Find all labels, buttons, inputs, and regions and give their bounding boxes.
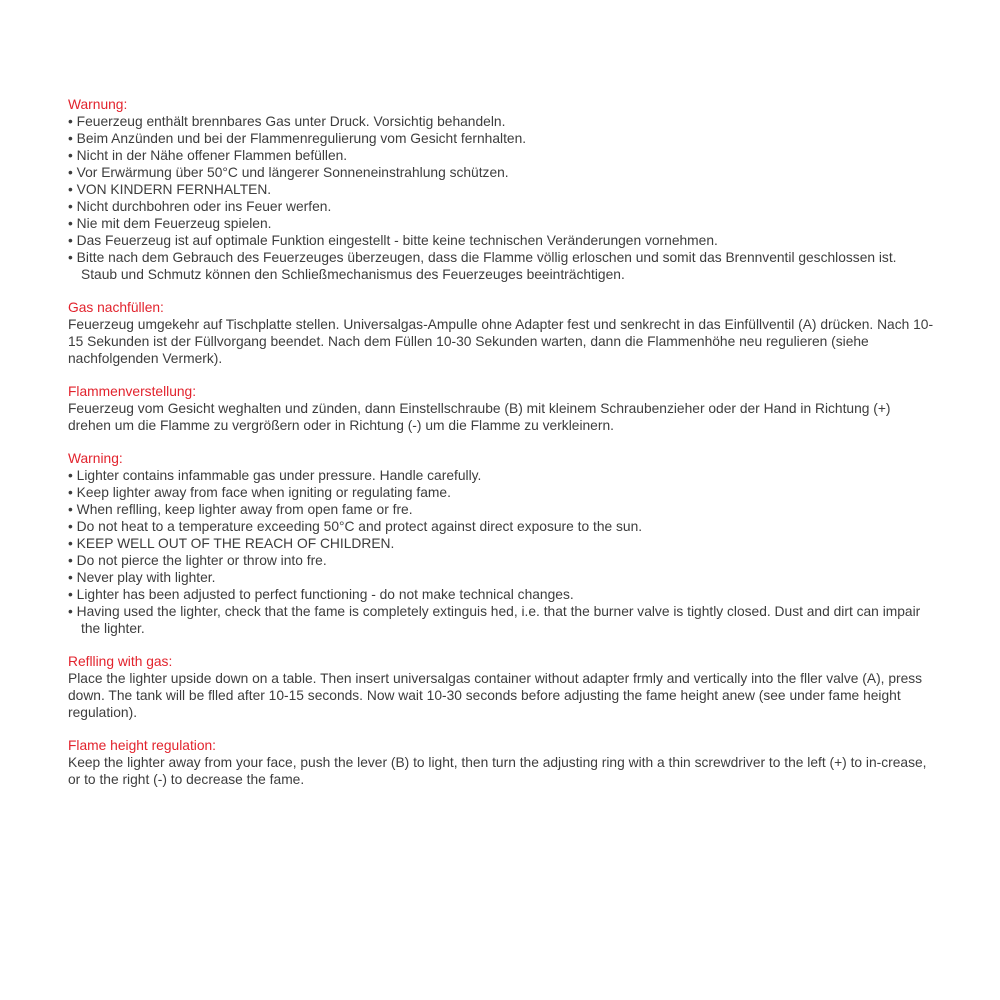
list-item: • Nie mit dem Feuerzeug spielen. (68, 215, 936, 232)
section-heading-flammenverstellung: Flammenverstellung: (68, 384, 197, 399)
section-flammenverstellung (68, 383, 936, 434)
list-item: • Beim Anzünden und bei der Flammenregulierung vom Gesicht fernhalten. (68, 130, 936, 147)
list-item: • KEEP WELL OUT OF THE REACH OF CHILDREN. (68, 535, 936, 552)
section-paragraph: Feuerzeug vom Gesicht weghalten und zünden, dann Einstellschraube (B) mit kleinem Schraubenzieher oder der Hand in Richtung (+) drehen um die Flamme zu vergrößern oder in Richtung (-) um die Flamme zu verkleinern. (68, 401, 891, 433)
list-item: • When reflling, keep lighter away from open fame or fre. (68, 501, 936, 518)
section-warning-en (68, 450, 936, 637)
list-item: • Nicht durchbohren oder ins Feuer werfen. (68, 198, 936, 215)
list-item: • Never play with lighter. (68, 569, 936, 586)
list-item: • Bitte nach dem Gebrauch des Feuerzeuges überzeugen, dass die Flamme völlig erloschen und somit das Brennventil geschlossen ist. Staub und Schmutz können den Schließmechanismus des Feuerzeuges beeinträchtigen. (68, 249, 936, 283)
list-item: • Vor Erwärmung über 50°C und längerer Sonneneinstrahlung schützen. (68, 164, 936, 181)
section-heading-gas-nachfuellen: Gas nachfüllen: (68, 300, 164, 315)
section-paragraph: Feuerzeug umgekehr auf Tischplatte stellen. Universalgas-Ampulle ohne Adapter fest und senkrecht in das Einfüllventil (A) drücken. Nach 10-15 Sekunden ist der Füllvorgang beendet. Nach dem Füllen 10-30 Sekunden warten, dann die Flammenhöhe neu regulieren (siehe nachfolgenden Vermerk). (68, 317, 934, 366)
section-heading-flame-height-regulation: Flame height regulation: (68, 738, 217, 753)
list-item: • Das Feuerzeug ist auf optimale Funktion eingestellt - bitte keine technischen Veränderungen vornehmen. (68, 232, 936, 249)
warning-list-en (68, 467, 936, 637)
section-paragraph: Place the lighter upside down on a table. Then insert universalgas container without adapter frmly and vertically into the fller valve (A), press down. The tank will be flled after 10-15 seconds. Now wait 10-30 seconds before adjusting the fame height anew (see under fame height regulation). (68, 671, 923, 720)
list-item: • Lighter has been adjusted to perfect functioning - do not make technical changes. (68, 586, 936, 603)
section-heading-warning-en: Warning: (68, 451, 123, 466)
list-item: • Lighter contains infammable gas under pressure. Handle carefully. (68, 467, 936, 484)
list-item: • VON KINDERN FERNHALTEN. (68, 181, 936, 198)
warning-list-de (68, 113, 936, 283)
section-paragraph: Keep the lighter away from your face, push the lever (B) to light, then turn the adjusting ring with a thin screwdriver to the left (+) to in-crease, or to the right (-) to decrease the fame. (68, 755, 927, 787)
list-item: • Keep lighter away from face when igniting or regulating fame. (68, 484, 936, 501)
section-refilling-with-gas (68, 653, 936, 721)
section-gas-nachfuellen (68, 299, 936, 367)
section-flame-height-regulation (68, 737, 936, 788)
section-warnung-de (68, 96, 936, 283)
list-item: • Do not pierce the lighter or throw into fre. (68, 552, 936, 569)
list-item: • Feuerzeug enthält brennbares Gas unter Druck. Vorsichtig behandeln. (68, 113, 936, 130)
list-item: • Nicht in der Nähe offener Flammen befüllen. (68, 147, 936, 164)
section-heading-refilling-with-gas: Reflling with gas: (68, 654, 173, 669)
section-heading-warnung-de: Warnung: (68, 97, 128, 112)
list-item: • Do not heat to a temperature exceeding 50°C and protect against direct exposure to the sun. (68, 518, 936, 535)
list-item: • Having used the lighter, check that the fame is completely extinguis hed, i.e. that the burner valve is tightly closed. Dust and dirt can impair the lighter. (68, 603, 936, 637)
